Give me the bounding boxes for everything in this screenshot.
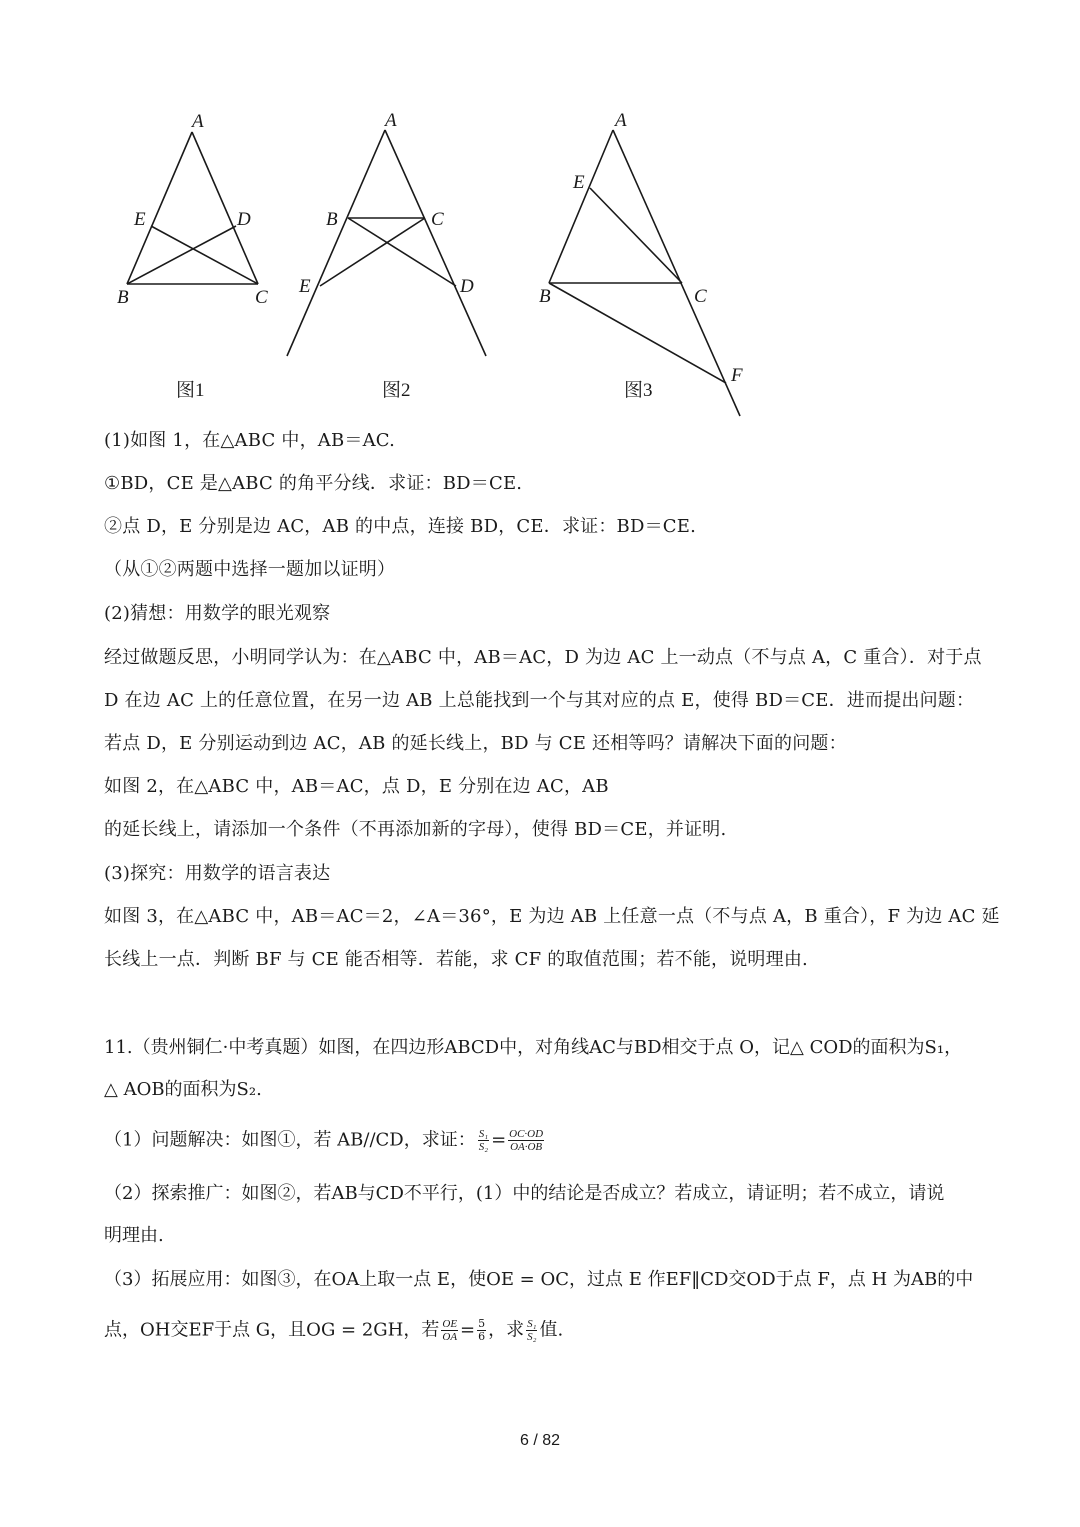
fig1-label-E: E: [134, 209, 146, 230]
q11-part3-fraction-5-6: $\frac{5}{6}$: [478, 1317, 486, 1343]
q10-part2-text-line3: 若点 D，E 分别运动到边 AC，AB 的延长线上，BD 与 CE 还相等吗？请解决下面的问题：: [104, 733, 847, 754]
q10-part2-text-line2: D 在边 AC 上的任意位置，在另一边 AB 上总能找到一个与其对应的点 E，使得 BD＝CE．进而提出问题：: [104, 690, 975, 711]
figure-1: [127, 132, 258, 284]
fig3-label-C: C: [694, 286, 707, 307]
q11-line1: 11.（贵州铜仁·中考真题）如图，在四边形ABCD中，对角线AC与BD相交于点 O，记△ COD的面积为S₁，: [104, 1037, 963, 1058]
q11-part3-fraction-s1-s2: $\frac{\text{S₁}}{\text{S₂}}$: [527, 1318, 537, 1343]
fig3-label-E: E: [573, 172, 585, 193]
fig1-label-D: D: [237, 209, 251, 230]
fig3-label-A: A: [615, 110, 627, 131]
fig2-label-B: B: [326, 209, 338, 230]
q11-line2: △ AOB的面积为S₂.: [104, 1079, 262, 1100]
q10-part3-heading: (3)探究：用数学的语言表达: [104, 863, 331, 884]
q11-part3-line2: [104, 1318, 563, 1343]
q10-part2-heading: (2)猜想：用数学的眼光观察: [104, 603, 331, 624]
q10-part1-intro: (1)如图 1，在△ABC 中，AB＝AC.: [104, 430, 396, 451]
q10-part1-option2: ②点 D，E 分别是边 AC，AB 的中点，连接 BD，CE．求证：BD＝CE.: [104, 516, 697, 537]
q11-part1-equals: =: [491, 1129, 507, 1151]
q10-part3-text-line2: 长线上一点．判断 BF 与 CE 能否相等．若能，求 CF 的取值范围；若不能，说明理由.: [104, 949, 808, 970]
fig1-caption: 图1: [176, 380, 205, 401]
page-number: 6 / 82: [519, 1432, 561, 1449]
fig3-label-B: B: [539, 286, 551, 307]
fig3-caption: 图3: [624, 380, 653, 401]
q11-part2-line2: 明理由.: [104, 1225, 164, 1246]
q11-part1: [104, 1128, 546, 1153]
q10-part3-text-line1: 如图 3，在△ABC 中，AB＝AC＝2，∠A＝36°，E 为边 AB 上任意一点（不与点 A，B 重合），F 为边 AC 延: [104, 906, 1000, 927]
q10-part2-text-line5: 的延长线上，请添加一个条件（不再添加新的字母），使得 BD＝CE，并证明.: [104, 819, 727, 840]
q10-part2-text-line4: 如图 2，在△ABC 中，AB＝AC，点 D，E 分别在边 AC，AB: [104, 776, 609, 797]
q11-part3-line1: （3）拓展应用：如图③，在OA上取一点 E，使OE = OC，过点 E 作EF‖CD交OD于点 F，点 H 为AB的中: [104, 1269, 974, 1290]
q11-part3-text: 点，OH交EF于点 G，且OG = 2GH，若: [104, 1319, 440, 1341]
fig1-label-A: A: [192, 111, 204, 132]
geometry-figures: [0, 0, 1080, 430]
q10-part1-option1: ①BD，CE 是△ABC 的角平分线．求证：BD＝CE.: [104, 473, 523, 494]
fig2-label-C: C: [431, 209, 444, 230]
q11-part3-mid: ，求: [488, 1319, 525, 1341]
q11-part3-fraction-oe-oa: $\frac{OE}{OA}$: [442, 1318, 458, 1343]
q11-part1-fraction-s1-s2: $\frac{\text{S₁}}{\text{S₂}}$: [478, 1128, 489, 1153]
q11-part2-line1: （2）探索推广：如图②，若AB与CD不平行，(1）中的结论是否成立？若成立，请证明；若不成立，请说: [104, 1183, 945, 1204]
q10-part2-text-line1: 经过做题反思，小明同学认为：在△ABC 中，AB＝AC，D 为边 AC 上一动点（不与点 A，C 重合）．对于点: [104, 647, 982, 668]
fig2-label-D: D: [460, 276, 474, 297]
fig1-label-C: C: [255, 287, 268, 308]
q10-part1-note: （从①②两题中选择一题加以证明）: [104, 559, 396, 580]
fig2-label-E: E: [299, 276, 311, 297]
q11-part3-end: 值.: [539, 1319, 564, 1341]
fig2-label-A: A: [385, 110, 397, 131]
fig1-label-B: B: [117, 287, 129, 308]
fig2-caption: 图2: [382, 380, 411, 401]
q11-part1-fraction-oc-od: $\frac{OC\cdot OD}{OA\cdot OB}$: [509, 1128, 544, 1153]
fig3-label-F: F: [731, 365, 743, 386]
figure-2: [287, 130, 486, 356]
q11-part1-text: （1）问题解决：如图①，若 AB//CD，求证：: [104, 1129, 476, 1151]
q11-part3-equals: =: [460, 1319, 476, 1341]
